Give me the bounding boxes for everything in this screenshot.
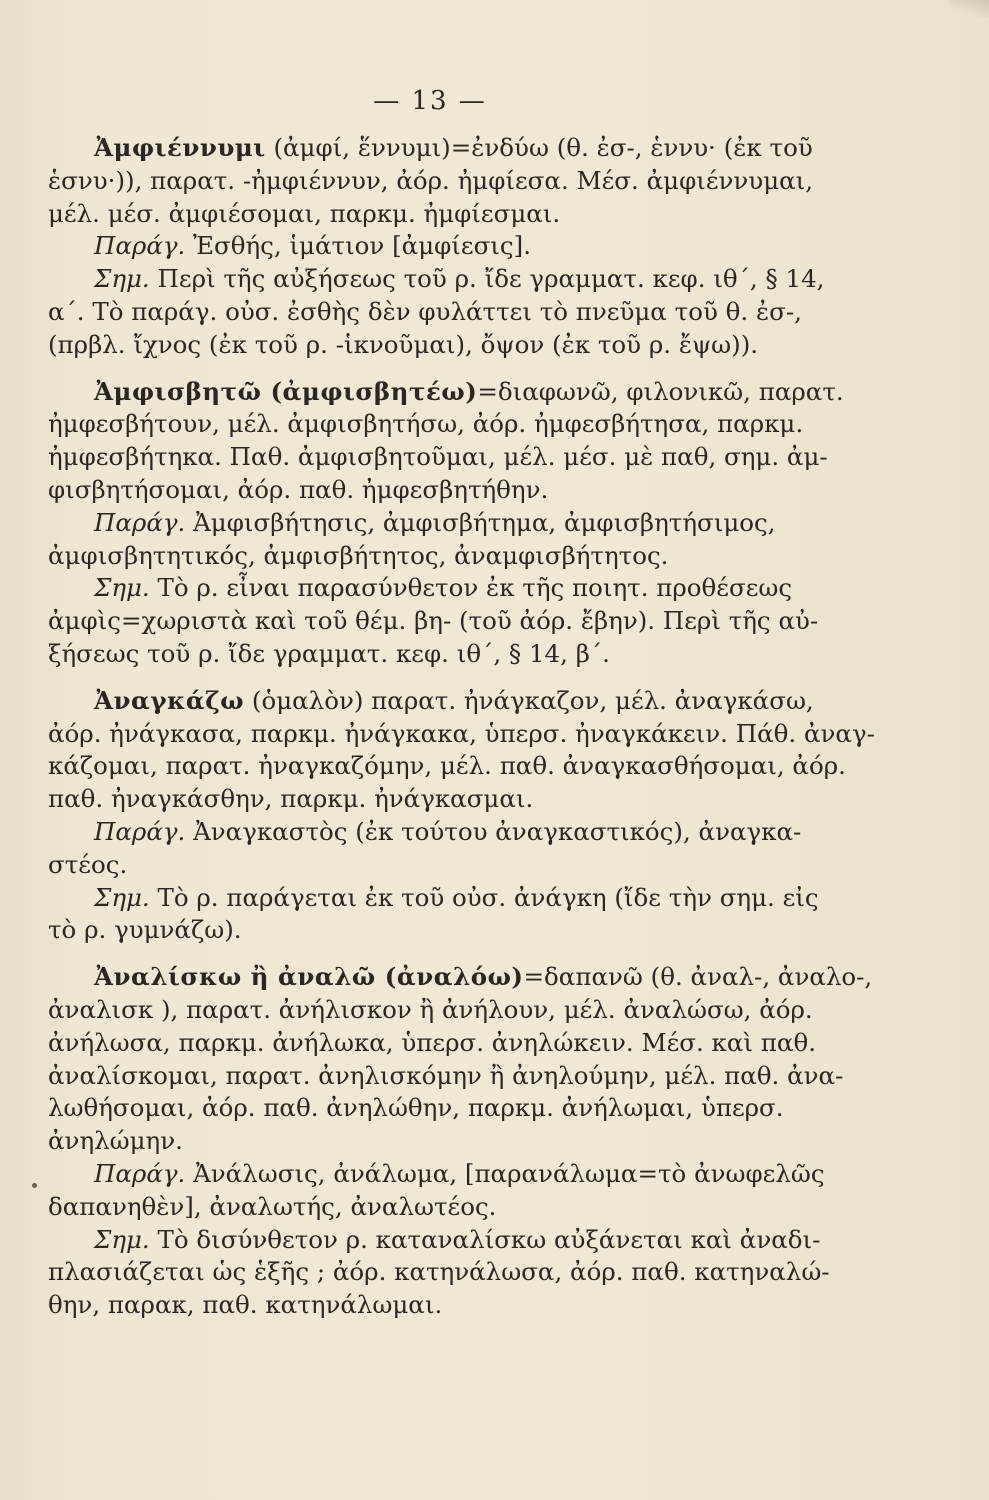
parag-label: Παράγ.: [94, 1158, 186, 1188]
sim-label: Σημ.: [94, 264, 150, 294]
entry-amphiennymi: Ἀμφιέννυμι (ἀμφί, ἕννυμι)=ἐνδύω (θ. ἐσ-, ἑννυ· (ἐκ τοῦ ἑσνυ·)), παρατ. -ἠμφιέννυν, ἀόρ. ἠμφίεσα. Μέσ. ἀμφιέννυμαι, μέλ. μέσ. ἀμφιέσομαι, παρκμ. ἠμφίεσμαι. Παράγ. Ἐσθής, ἱμάτιον [ἀμφίεσις]. Σημ. Περὶ τῆς αὐξήσεως τοῦ ρ. ἴδε γραμματ. κεφ. ιθ΄, § 14, α΄. Τὸ παράγ. οὐσ. ἐσθὴς δὲν φυλάττει τὸ πνεῦμα τοῦ θ. ἐσ-, (πρβλ. ἴχνος (ἐκ τοῦ ρ. -ἱκνοῦμαι), ὄψον (ἐκ τοῦ ρ. ἔψω)).: [48, 133, 825, 359]
parag-label: Παράγ.: [94, 231, 186, 261]
page-corner-shadow: [949, 0, 989, 18]
sim-label: Σημ.: [94, 573, 150, 603]
margin-ink-dot: [32, 1183, 37, 1188]
entry-analisko: Ἀναλίσκω ἢ ἀναλῶ (ἀναλόω)=δαπανῶ (θ. ἀναλ-, ἀναλο-, ἀναλισκ ), παρατ. ἀνήλισκον ἢ ἀνήλουν, μέλ. ἀναλώσω, ἀόρ. ἀνήλωσα, παρκμ. ἀνήλωκα, ὑπερσ. ἀνηλώκειν. Μέσ. καὶ παθ. ἀναλίσκομαι, παρατ. ἀνηλισκόμην ἢ ἀνηλούμην, μέλ. παθ. ἀνα- λωθήσομαι, ἀόρ. παθ. ἀνηλώθην, παρκμ. ἀνήλωμαι, ὑπερσ. ἀνηλώμην. Παράγ. Ἀνάλωσις, ἀνάλωμα, [παρανάλωμα=τὸ ἀνωφελῶς δαπανηθὲν], ἀναλωτής, ἀναλωτέος. Σημ. Τὸ δισύνθετον ρ. καταναλίσκω αὐξάνεται καὶ ἀναδι- πλασιάζεται ὡς ἑξῆς ; ἀόρ. κατηνάλωσα, ἀόρ. παθ. κατηναλώ- θην, παρακ, παθ. κατηνάλωμαι.: [48, 962, 873, 1320]
parag-label: Παράγ.: [94, 816, 186, 846]
sim-label: Σημ.: [94, 882, 150, 912]
entry-anagkazo: Ἀναγκάζω (ὁμαλὸν) παρατ. ἠνάγκαζον, μέλ. ἀναγκάσω, ἀόρ. ἠνάγκασα, παρκμ. ἠνάγκακα, ὑπερσ. ἠναγκάκειν. Πάθ. ἀναγ- κάζομαι, παρατ. ἠναγκαζόμην, μέλ. παθ. ἀναγκασθήσομαι, ἀόρ. παθ. ἠναγκάσθην, παρκμ. ἠνάγκασμαι. Παράγ. Ἀναγκαστὸς (ἐκ τούτου ἀναγκαστικός), ἀναγκα- στέος. Σημ. Τὸ ρ. παράγεται ἐκ τοῦ οὐσ. ἀνάγκη (ἴδε τὴν σημ. εἰς τὸ ρ. γυμνάζω).: [48, 685, 875, 945]
dictionary-text: [48, 132, 875, 1322]
entry-amphisbeto: Ἀμφισβητῶ (ἀμφισβητέω)=διαφωνῶ, φιλονικῶ, παρατ. ἠμφεσβήτουν, μέλ. ἀμφισβητήσω, ἀόρ. ἠμφεσβήτησα, παρκμ. ἠμφεσβήτηκα. Παθ. ἀμφισβητοῦμαι, μέλ. μέσ. μὲ παθ, σημ. ἀμ- φισβητήσομαι, ἀόρ. παθ. ἠμφεσβητήθην. Παράγ. Ἀμφισβήτησις, ἀμφισβήτημα, ἀμφισβητήσιμος, ἀμφισβητητικός, ἀμφισβήτητος, ἀναμφισβήτητος. Σημ. Τὸ ρ. εἶναι παρασύνθετον ἐκ τῆς ποιητ. προθέσεως ἀμφὶς=χωριστὰ καὶ τοῦ θέμ. βη- (τοῦ ἀόρ. ἔβην). Περὶ τῆς αὐ- ξήσεως τοῦ ρ. ἴδε γραμματ. κεφ. ιθ΄, § 14, β΄.: [48, 376, 844, 668]
sim-label: Σημ.: [94, 1224, 150, 1254]
parag-label: Παράγ.: [94, 507, 186, 537]
page-number: — 13 —: [373, 86, 487, 116]
headword: Ἀναγκάζω: [94, 685, 245, 715]
headword: Ἀμφιέννυμι: [94, 133, 266, 162]
headword: Ἀμφισβητῶ (ἀμφισβητέω): [94, 376, 478, 406]
headword: Ἀναλίσκω ἢ ἀναλῶ (ἀναλόω): [94, 962, 524, 992]
